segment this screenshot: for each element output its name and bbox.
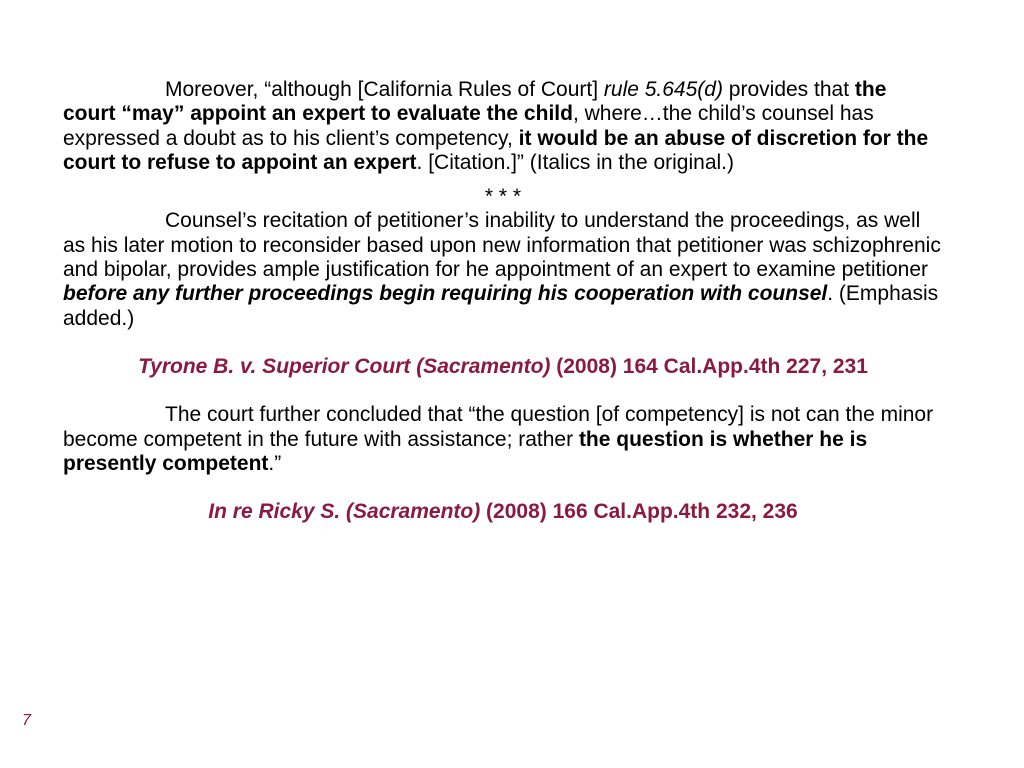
emphasized-text: the question is whether he is presently competent bbox=[63, 427, 868, 475]
quote-text: .” bbox=[268, 451, 282, 475]
case-name: Tyrone B. v. Superior Court (Sacramento) bbox=[138, 354, 551, 378]
emphasized-text: before any further proceedings begin requiring his cooperation with counsel bbox=[63, 282, 828, 306]
quote-text: , where…the child’s counsel has expressed a doubt as to his client’s competency, bbox=[63, 102, 874, 150]
quote-paragraph-counsel bbox=[63, 209, 943, 330]
quote-paragraph-rule-5645 bbox=[63, 78, 943, 175]
quote-paragraph-competency bbox=[63, 403, 943, 476]
slide-body bbox=[63, 78, 943, 524]
emphasized-text: it would be an abuse of discretion for the court to refuse to appoint an expert bbox=[63, 126, 929, 174]
quote-text: . [Citation.]” (Italics in the original.) bbox=[416, 150, 734, 174]
quote-text: The court further concluded that “the question [of competency] is not can the minor become competent in the future with assistance; rather bbox=[63, 403, 934, 451]
case-name: In re Ricky S. (Sacramento) bbox=[208, 500, 481, 524]
quote-text: . (Emphasis added.) bbox=[63, 282, 939, 330]
rule-reference: rule 5.645(d) bbox=[603, 78, 723, 101]
reporter-reference: (2008) 166 Cal.App.4th 232, 236 bbox=[480, 500, 798, 524]
page-number: 7 bbox=[22, 712, 31, 729]
quote-text: provides that bbox=[722, 78, 855, 101]
quote-text: Moreover, “although [California Rules of Court] bbox=[165, 78, 604, 101]
reporter-reference: (2008) 164 Cal.App.4th 227, 231 bbox=[550, 354, 868, 378]
ellipsis-separator: * * * bbox=[484, 185, 522, 209]
quote-text: Counsel’s recitation of petitioner’s inability to understand the proceedings, as well as his later motion to reconsider based upon new information that petitioner was schizophrenic and bipolar, provides ample justification for he appointment of an expert to examine petitioner bbox=[63, 209, 941, 282]
case-citation-ricky bbox=[63, 500, 943, 524]
case-citation-tyrone bbox=[63, 355, 943, 379]
emphasized-text: the court “may” appoint an expert to evaluate the child bbox=[63, 78, 887, 126]
